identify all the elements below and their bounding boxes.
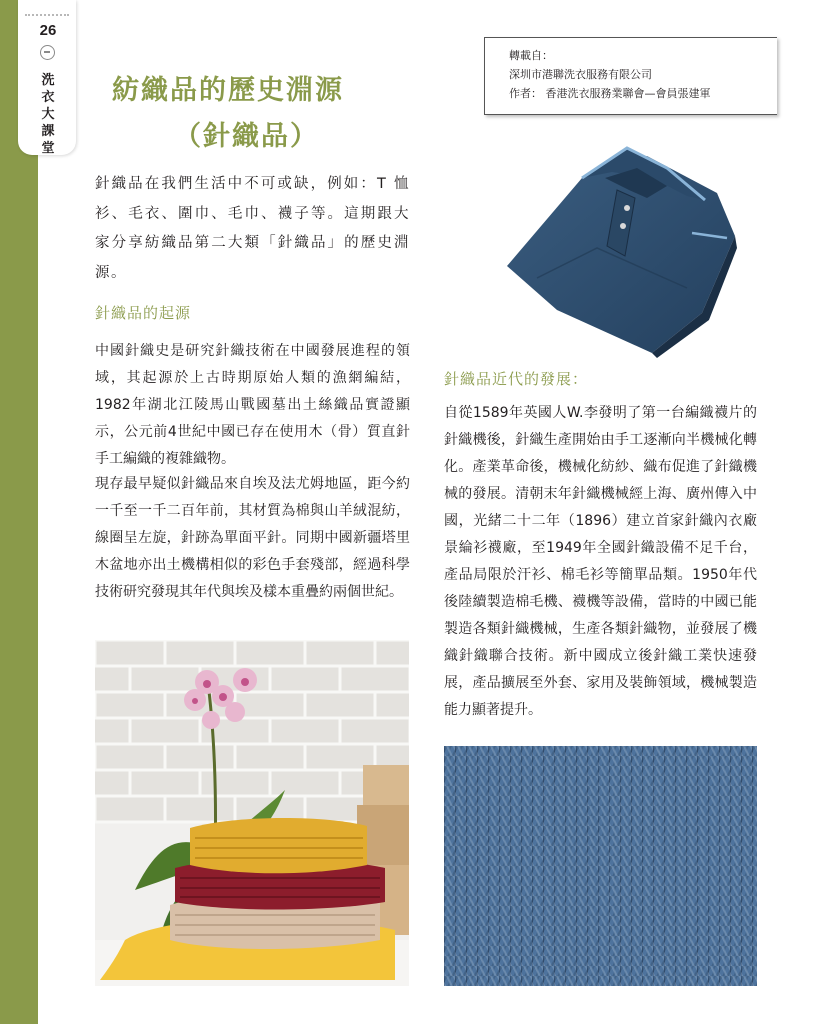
source-label: 轉載自： [509, 49, 553, 62]
section-label-char: 洗 [41, 73, 55, 88]
section-label [38, 72, 58, 157]
source-author: 作者： 香港洗衣服務業聯會—會員張建軍 [509, 87, 711, 100]
article-title [112, 68, 422, 160]
modern-heading: 針織品近代的發展： [444, 370, 589, 388]
tab-dotted-line [25, 14, 69, 17]
polo-shirt-image [487, 138, 757, 363]
title-line-2: （針織品） [174, 121, 319, 152]
laundry-logo-icon [40, 45, 55, 60]
origin-heading: 針織品的起源 [95, 304, 192, 322]
section-label-char: 堂 [41, 141, 55, 156]
page-number: 26 [39, 22, 57, 39]
intro-paragraph: 針織品在我們生活中不可或缺，例如：T 恤衫、毛衣、圍巾、毛巾、襪子等。這期跟大家分享紡織品第二大類「針織品」的歷史淵源。 [95, 176, 410, 281]
source-company: 深圳市港聯洗衣服務有限公司 [509, 68, 652, 81]
knit-fabric-swatch [444, 746, 757, 986]
title-line-1: 紡織品的歷史淵源 [112, 75, 344, 106]
section-label-char: 衣 [41, 90, 55, 105]
origin-paragraph-2: 現存最早疑似針織品來自埃及法尤姆地區，距今約一千至一千二百年前，其材質為棉與山羊絨混紡，線圈呈左旋，針跡為單面平針。同期中國新疆塔里木盆地亦出土機構相似的彩色手套殘部，經過科學技術研究發現其年代與埃及樣本重疊約兩個世紀。 [95, 476, 410, 600]
folded-sweaters-photo [95, 640, 409, 986]
modern-paragraph: 自從1589年英國人W.李發明了第一台編織襪片的針織機後，針織生產開始由手工逐漸向半機械化轉化。產業革命後，機械化紡紗、織布促進了針織機械的發展。清朝末年針織機械經上海、廣州傳入中國，光緒二十二年（1896）建立首家針織內衣廠景綸衫襪廠，至1949年全國針織設備不足千台，產品局限於汗衫、棉毛衫等簡單品類。1950年代後陸續製造棉毛機、襪機等設備，當時的中國已能製造各類針織機械，生產各類針織物，並發展了機織針織聯合技術。新中國成立後針織工業快速發展，產品擴展至外套、家用及裝飾領域，機械製造能力顯著提升。 [444, 405, 757, 718]
section-label-char: 大 [41, 107, 55, 122]
section-label-char: 課 [41, 124, 55, 139]
source-box [484, 37, 777, 115]
origin-paragraph-1: 中國針織史是研究針織技術在中國發展進程的領域，其起源於上古時期原始人類的漁網編結，1982年湖北江陵馬山戰國墓出土絲織品實證顯示，公元前4世紀中國已存在使用木（骨）質直針手工編織的複雜織物。 [95, 343, 410, 467]
